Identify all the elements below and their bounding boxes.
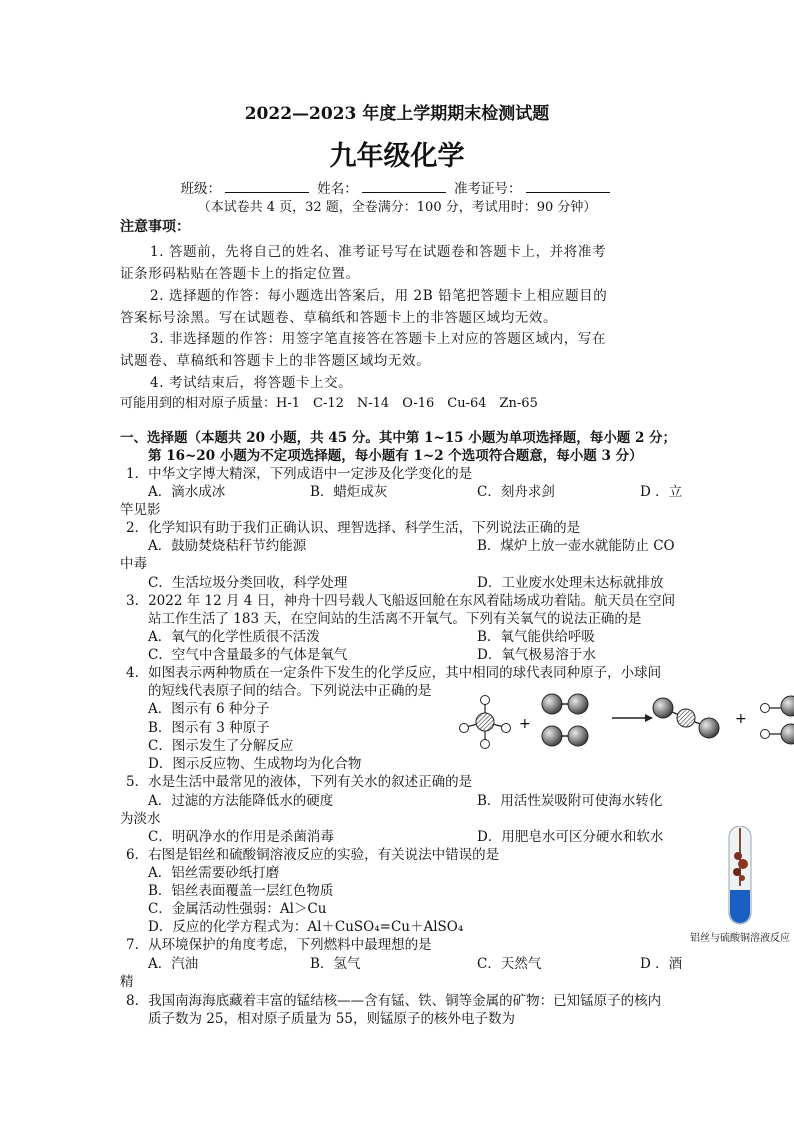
student-info-line [0, 177, 794, 197]
product-molecule-co2 [653, 698, 719, 738]
plus-sign-2: + [735, 711, 747, 727]
q6-stem: 6．右图是铝丝和硫酸铜溶液反应的实验，有关说法中错误的是 [126, 847, 500, 863]
q2-stem: 2．化学知识有助于我们正确认识、理智选择、科学生活，下列说法正确的是 [126, 520, 581, 536]
q2-option-b: B．煤炉上放一壶水就能防止 CO [477, 538, 675, 554]
q8-stem-1: 8．我国南海海底藏着丰富的锰结核——含有锰、铁、铜等金属的矿物：已知锰原子的核内 [126, 993, 662, 1009]
q5-option-b: B．用活性炭吸附可使海水转化 [477, 793, 663, 809]
q3-option-b: B．氧气能供给呼吸 [477, 629, 595, 645]
q3-option-d: D．氧气极易溶于水 [477, 647, 596, 663]
q5-stem: 5．水是生活中最常见的液体，下列有关水的叙述正确的是 [126, 774, 473, 790]
class-blank[interactable] [225, 180, 309, 193]
note-1b: 证条形码粘贴在答题卡上的指定位置。 [120, 266, 360, 282]
q1-option-c: C．刻舟求剑 [477, 484, 555, 500]
q6-option-c: C．金属活动性强弱：Al＞Cu [148, 901, 327, 917]
exam-info: （本试卷共 4 页，32 题，全卷满分：100 分，考试用时：90 分钟） [197, 200, 597, 215]
q7-option-c: C．天然气 [477, 956, 542, 972]
q7-option-d-cont: 精 [120, 974, 134, 990]
q4-stem-1: 4．如图表示两种物质在一定条件下发生的化学反应，其中相同的球代表同种原子，小球间 [126, 665, 662, 681]
note-3a: 3. 非选择题的作答：用签字笔直接答在答题卡上对应的答题区域内，写在 [150, 331, 607, 347]
atomic-masses: 可能用到的相对原子质量：H-1 C-12 N-14 O-16 Cu-64 Zn-65 [120, 396, 538, 411]
q6-option-b: B．铝丝表面覆盖一层红色物质 [148, 883, 334, 899]
q5-option-d: D．用肥皂水可区分硬水和软水 [477, 829, 664, 845]
test-tube-caption: 铝丝与硫酸铜溶液反应 [690, 933, 790, 944]
name-label: 姓名： [317, 181, 358, 197]
note-1a: 1. 答题前，先将自己的姓名、准考证号写在试题卷和答题卡上，并将准考 [150, 244, 607, 260]
q4-option-b: B．图示有 3 种原子 [148, 720, 270, 736]
q3-stem-1: 3．2022 年 12 月 4 日，神舟十四号载人飞船返回舱在东风着陆场成功着陆。航天员在空间 [126, 593, 676, 609]
id-blank[interactable] [526, 180, 610, 193]
q1-stem: 1．中华文字博大精深，下列成语中一定涉及化学变化的是 [126, 466, 473, 482]
name-blank[interactable] [362, 180, 446, 193]
subject-title: 九年级化学 [329, 141, 465, 172]
q5-option-c: C．明矾净水的作用是杀菌消毒 [148, 829, 334, 845]
test-tube-image [726, 826, 754, 930]
q1-option-d-cont: 竿见影 [120, 502, 161, 518]
exam-year-title: 2022—2023 年度上学期期末检测试题 [244, 104, 550, 124]
note-4: 4. 考试结束后，将答题卡上交。 [150, 375, 353, 391]
q7-stem: 7．从环境保护的角度考虑，下列燃料中最理想的是 [126, 937, 432, 953]
q4-option-c: C．图示发生了分解反应 [148, 738, 294, 754]
q2-option-a: A．鼓励焚烧秸秆节约能源 [148, 538, 307, 554]
q7-option-b: B．氢气 [310, 956, 361, 972]
note-2a: 2. 选择题的作答：每小题选出答案后，用 2B 铅笔把答题卡上相应题目的 [150, 288, 608, 304]
q3-stem-2: 站工作生活了 183 天，在空间站的生活离不开氧气。下列有关氧气的说法正确的是 [148, 611, 642, 627]
q3-option-c: C．空气中含量最多的气体是氧气 [148, 647, 348, 663]
q3-option-a: A．氧气的化学性质很不活泼 [148, 629, 320, 645]
q7-option-a: A．汽油 [148, 956, 199, 972]
reactant-molecule-ch4 [460, 696, 511, 749]
notes-heading: 注意事项： [120, 219, 190, 235]
section1-line2: 第 16~20 小题为不定项选择题，每小题有 1~2 个选项符合题意，每小题 3 分） [148, 448, 643, 464]
q1-option-b: B．蜡炬成灰 [310, 484, 388, 500]
q5-option-b-cont: 为淡水 [120, 811, 161, 827]
q2-option-d: D．工业废水处理未达标就排放 [477, 575, 664, 591]
product-molecule-h2o [761, 696, 794, 744]
q2-option-c: C．生活垃圾分类回收，科学处理 [148, 575, 348, 591]
q6-option-a: A．铝丝需要砂纸打磨 [148, 865, 280, 881]
q7-option-d: D ．酒 [640, 956, 683, 972]
note-3b: 试题卷、草稿纸和答题卡上的非答题区域均无效。 [120, 353, 431, 369]
class-label: 班级： [180, 181, 221, 197]
q2-option-b-cont: 中毒 [120, 556, 147, 572]
reaction-arrow [612, 714, 653, 722]
q1-option-d: D ．立 [640, 484, 683, 500]
q4-stem-2: 的短线代表原子间的结合。下列说法中正确的是 [148, 683, 432, 699]
reaction-diagram [455, 690, 794, 755]
q4-option-a: A．图示有 6 种分子 [148, 701, 270, 717]
q6-option-d: D．反应的化学方程式为：Al＋CuSO₄=Cu＋AlSO₄ [148, 919, 464, 935]
q4-option-d: D．图示反应物、生成物均为化合物 [148, 756, 362, 772]
plus-sign-1: + [519, 716, 531, 732]
q5-option-a: A．过滤的方法能降低水的硬度 [148, 793, 334, 809]
reactant-molecule-o2 [542, 694, 588, 746]
q1-option-a: A．滴水成冰 [148, 484, 226, 500]
note-2b: 答案标号涂黑。写在试题卷、草稿纸和答题卡上的非答题区域均无效。 [120, 310, 558, 326]
q8-stem-2: 质子数为 25，相对原子质量为 55，则锰原子的核外电子数为 [148, 1011, 515, 1027]
reaction-diagram-svg [455, 690, 794, 755]
id-label: 准考证号： [454, 181, 522, 197]
section1-line1: 一、选择题（本题共 20 小题，共 45 分。其中第 1~15 小题为单项选择题，每小题 2 分； [120, 430, 677, 446]
